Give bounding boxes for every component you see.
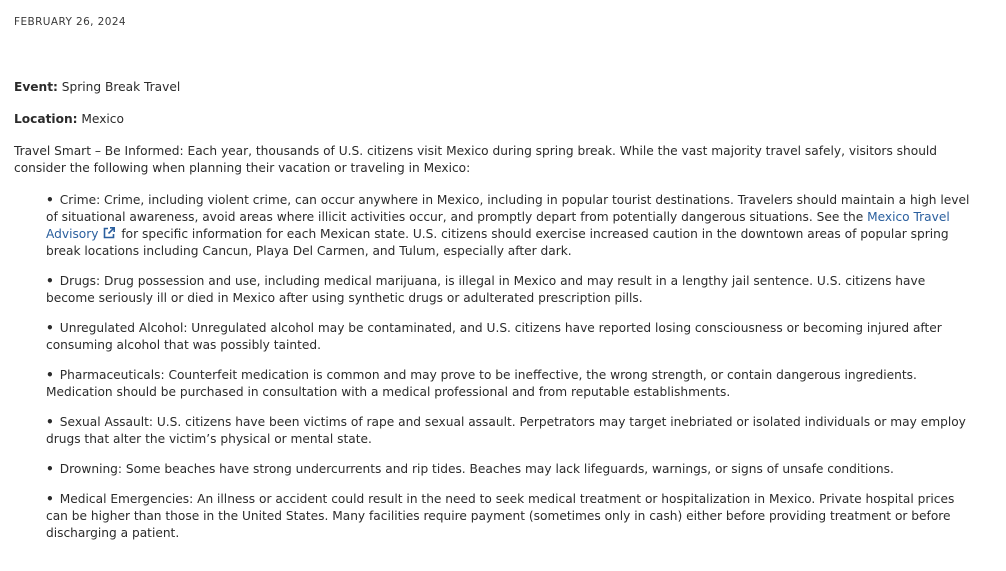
bullet-dot: • bbox=[46, 193, 54, 207]
bullet-drugs-text: Drugs: Drug possession and use, including medical marijuana, is illegal in Mexico and may result in a lengthy jail sentence. U.S. citizens have become seriously ill or died in Mexico after using synthetic drugs or adulterated prescription pills. bbox=[46, 274, 926, 305]
intro-paragraph: Travel Smart – Be Informed: Each year, thousands of U.S. citizens visit Mexico during spring break. While the vast majority travel safely, visitors should consider the following when planning their vacation or traveling in Mexico: bbox=[14, 144, 938, 175]
bullet-medical-emergencies bbox=[46, 491, 971, 542]
event-value: Spring Break Travel bbox=[61, 80, 181, 94]
bullet-pharmaceuticals bbox=[46, 367, 971, 401]
bullet-unregulated-alcohol bbox=[46, 320, 971, 354]
bullet-sexual-assault bbox=[46, 414, 971, 448]
mexico-travel-advisory-link-text: Mexico Travel Advisory bbox=[46, 210, 950, 241]
event-field bbox=[14, 79, 992, 96]
bullet-dot: • bbox=[46, 415, 54, 429]
bullet-crime-text-after: for specific information for each Mexican state. U.S. citizens should exercise increased caution in the downtown areas of popular spring break locations including Cancun, Playa Del Carmen, and Tulum, especially after dark. bbox=[46, 227, 949, 258]
location-label: Location: bbox=[14, 112, 78, 126]
advice-list bbox=[14, 192, 992, 542]
bullet-pharma-text: Pharmaceuticals: Counterfeit medication is common and may prove to be ineffective, the wrong strength, or contain dangerous ingredients. Medication should be purchased in consultation with a medical professional and from reputable establishments. bbox=[46, 368, 917, 399]
bullet-dot: • bbox=[46, 274, 54, 288]
bullet-drugs bbox=[46, 273, 971, 307]
alert-date: FEBRUARY 26, 2024 bbox=[14, 16, 126, 28]
bullet-dot: • bbox=[46, 321, 54, 335]
bullet-crime-text-before: Crime: Crime, including violent crime, can occur anywhere in Mexico, including in popular tourist destinations. Travelers should maintain a high level of situational awareness, avoid areas where illicit activities occur, and promptly depart from potentially dangerous situations. See the bbox=[46, 193, 970, 224]
bullet-drowning bbox=[46, 461, 971, 478]
bullet-dot: • bbox=[46, 368, 54, 382]
event-label: Event: bbox=[14, 80, 58, 94]
bullet-assault-text: Sexual Assault: U.S. citizens have been victims of rape and sexual assault. Perpetrators may target inebriated or isolated individuals or may employ drugs that alter the victim’s physical or mental state. bbox=[46, 415, 966, 446]
bullet-crime bbox=[46, 192, 971, 260]
bullet-dot: • bbox=[46, 462, 54, 476]
bullet-dot: • bbox=[46, 492, 54, 506]
location-value: Mexico bbox=[81, 112, 124, 126]
external-link-icon bbox=[102, 226, 116, 240]
bullet-alcohol-text: Unregulated Alcohol: Unregulated alcohol may be contaminated, and U.S. citizens have reported losing consciousness or becoming injured after consuming alcohol that was possibly tainted. bbox=[46, 321, 942, 352]
bullet-drowning-text: Drowning: Some beaches have strong undercurrents and rip tides. Beaches may lack lifeguards, warnings, or signs of unsafe conditions. bbox=[59, 462, 894, 476]
bullet-medical-text: Medical Emergencies: An illness or accident could result in the need to seek medical treatment or hospitalization in Mexico. Private hospital prices can be higher than those in the United States. Many facilities require payment (sometimes only in cash) either before providing treatment or before discharging a patient. bbox=[46, 492, 955, 540]
location-field bbox=[14, 111, 992, 128]
